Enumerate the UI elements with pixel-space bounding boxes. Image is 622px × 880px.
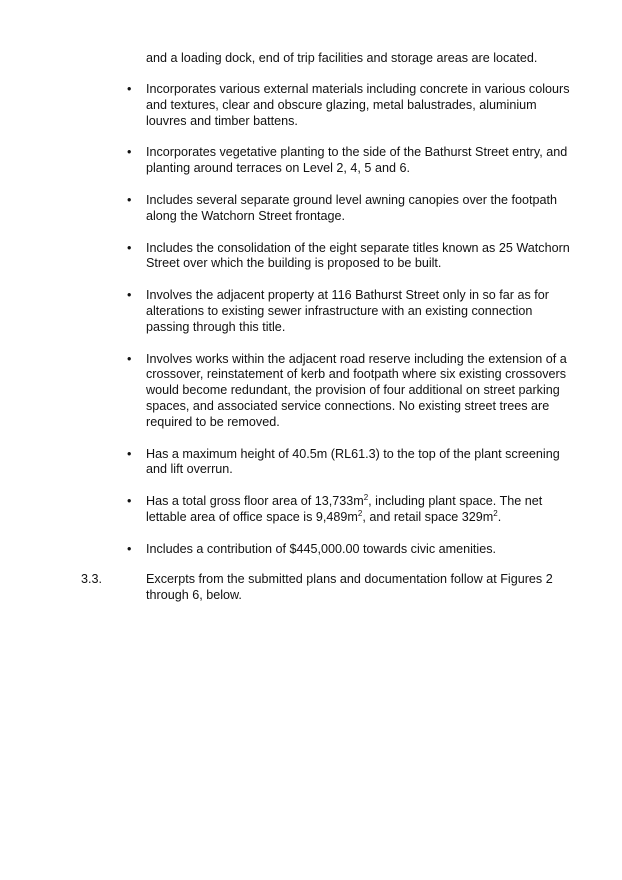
list-item xyxy=(0,193,576,225)
bullet-text: Includes the consolidation of the eight separate titles known as 25 Watchorn Street over which the building is proposed to be built. xyxy=(146,240,570,271)
list-item xyxy=(0,288,576,335)
bullet-text: Involves works within the adjacent road reserve including the extension of a crossover, reinstatement of kerb and footpath where six existing crossovers would become redundant, the provision of four additional on street parking spaces, and associated service connections. No existing street trees are required to be removed. xyxy=(146,351,567,429)
paragraph-number: 3.3. xyxy=(81,572,103,586)
floor-area-text-1: Has a total gross floor area of 13,733m xyxy=(146,494,364,509)
bullet-text: Incorporates vegetative planting to the side of the Bathurst Street entry, and planting around terraces on Level 2, 4, 5 and 6. xyxy=(146,145,568,176)
bullet-icon: • xyxy=(127,82,132,96)
list-item xyxy=(0,542,576,558)
superscript: 2 xyxy=(357,508,363,518)
bullet-icon: • xyxy=(127,145,132,160)
bullet-text: Has a maximum height of 40.5m (RL61.3) to the top of the plant screening and lift overrun. xyxy=(146,446,560,477)
list-item xyxy=(0,352,576,431)
bullet-icon: • xyxy=(127,288,132,303)
list-item xyxy=(0,145,576,177)
list-item xyxy=(0,447,576,479)
bullet-text xyxy=(146,494,576,526)
bullet-list xyxy=(0,82,622,574)
bullet-icon: • xyxy=(127,446,132,461)
bullet-text: Involves the adjacent property at 116 Bathurst Street only in so far as for alterations to existing sewer infrastructure with an existing connection passing through this title. xyxy=(146,288,549,334)
bullet-text: Incorporates various external materials including concrete in various colours and textures, clear and obscure glazing, metal balustrades, aluminium louvres and timber battens. xyxy=(146,82,570,128)
bullet-text: Includes several separate ground level awning canopies over the footpath along the Watchorn Street frontage. xyxy=(146,192,557,223)
continuation-text: and a loading dock, end of trip facilities and storage areas are located. xyxy=(146,51,538,65)
list-item xyxy=(0,241,576,273)
list-item xyxy=(0,494,576,526)
paragraph-text: Excerpts from the submitted plans and documentation follow at Figures 2 through 6, below. xyxy=(146,572,553,602)
bullet-text: Includes a contribution of $445,000.00 towards civic amenities. xyxy=(146,541,497,556)
bullet-icon: • xyxy=(127,351,132,366)
floor-area-text-4: . xyxy=(497,509,502,524)
superscript: 2 xyxy=(363,493,369,503)
floor-area-text-3: , and retail space 329m xyxy=(362,509,494,524)
floor-area-text-2: , including plant space. The net lettable area of office space is 9,489m xyxy=(146,494,543,524)
bullet-icon: • xyxy=(127,541,132,556)
superscript: 2 xyxy=(493,508,498,518)
list-item xyxy=(0,82,576,129)
bullet-icon: • xyxy=(127,192,132,207)
bullet-icon: • xyxy=(127,494,132,509)
bullet-icon: • xyxy=(127,240,132,255)
numbered-paragraph xyxy=(81,572,601,604)
